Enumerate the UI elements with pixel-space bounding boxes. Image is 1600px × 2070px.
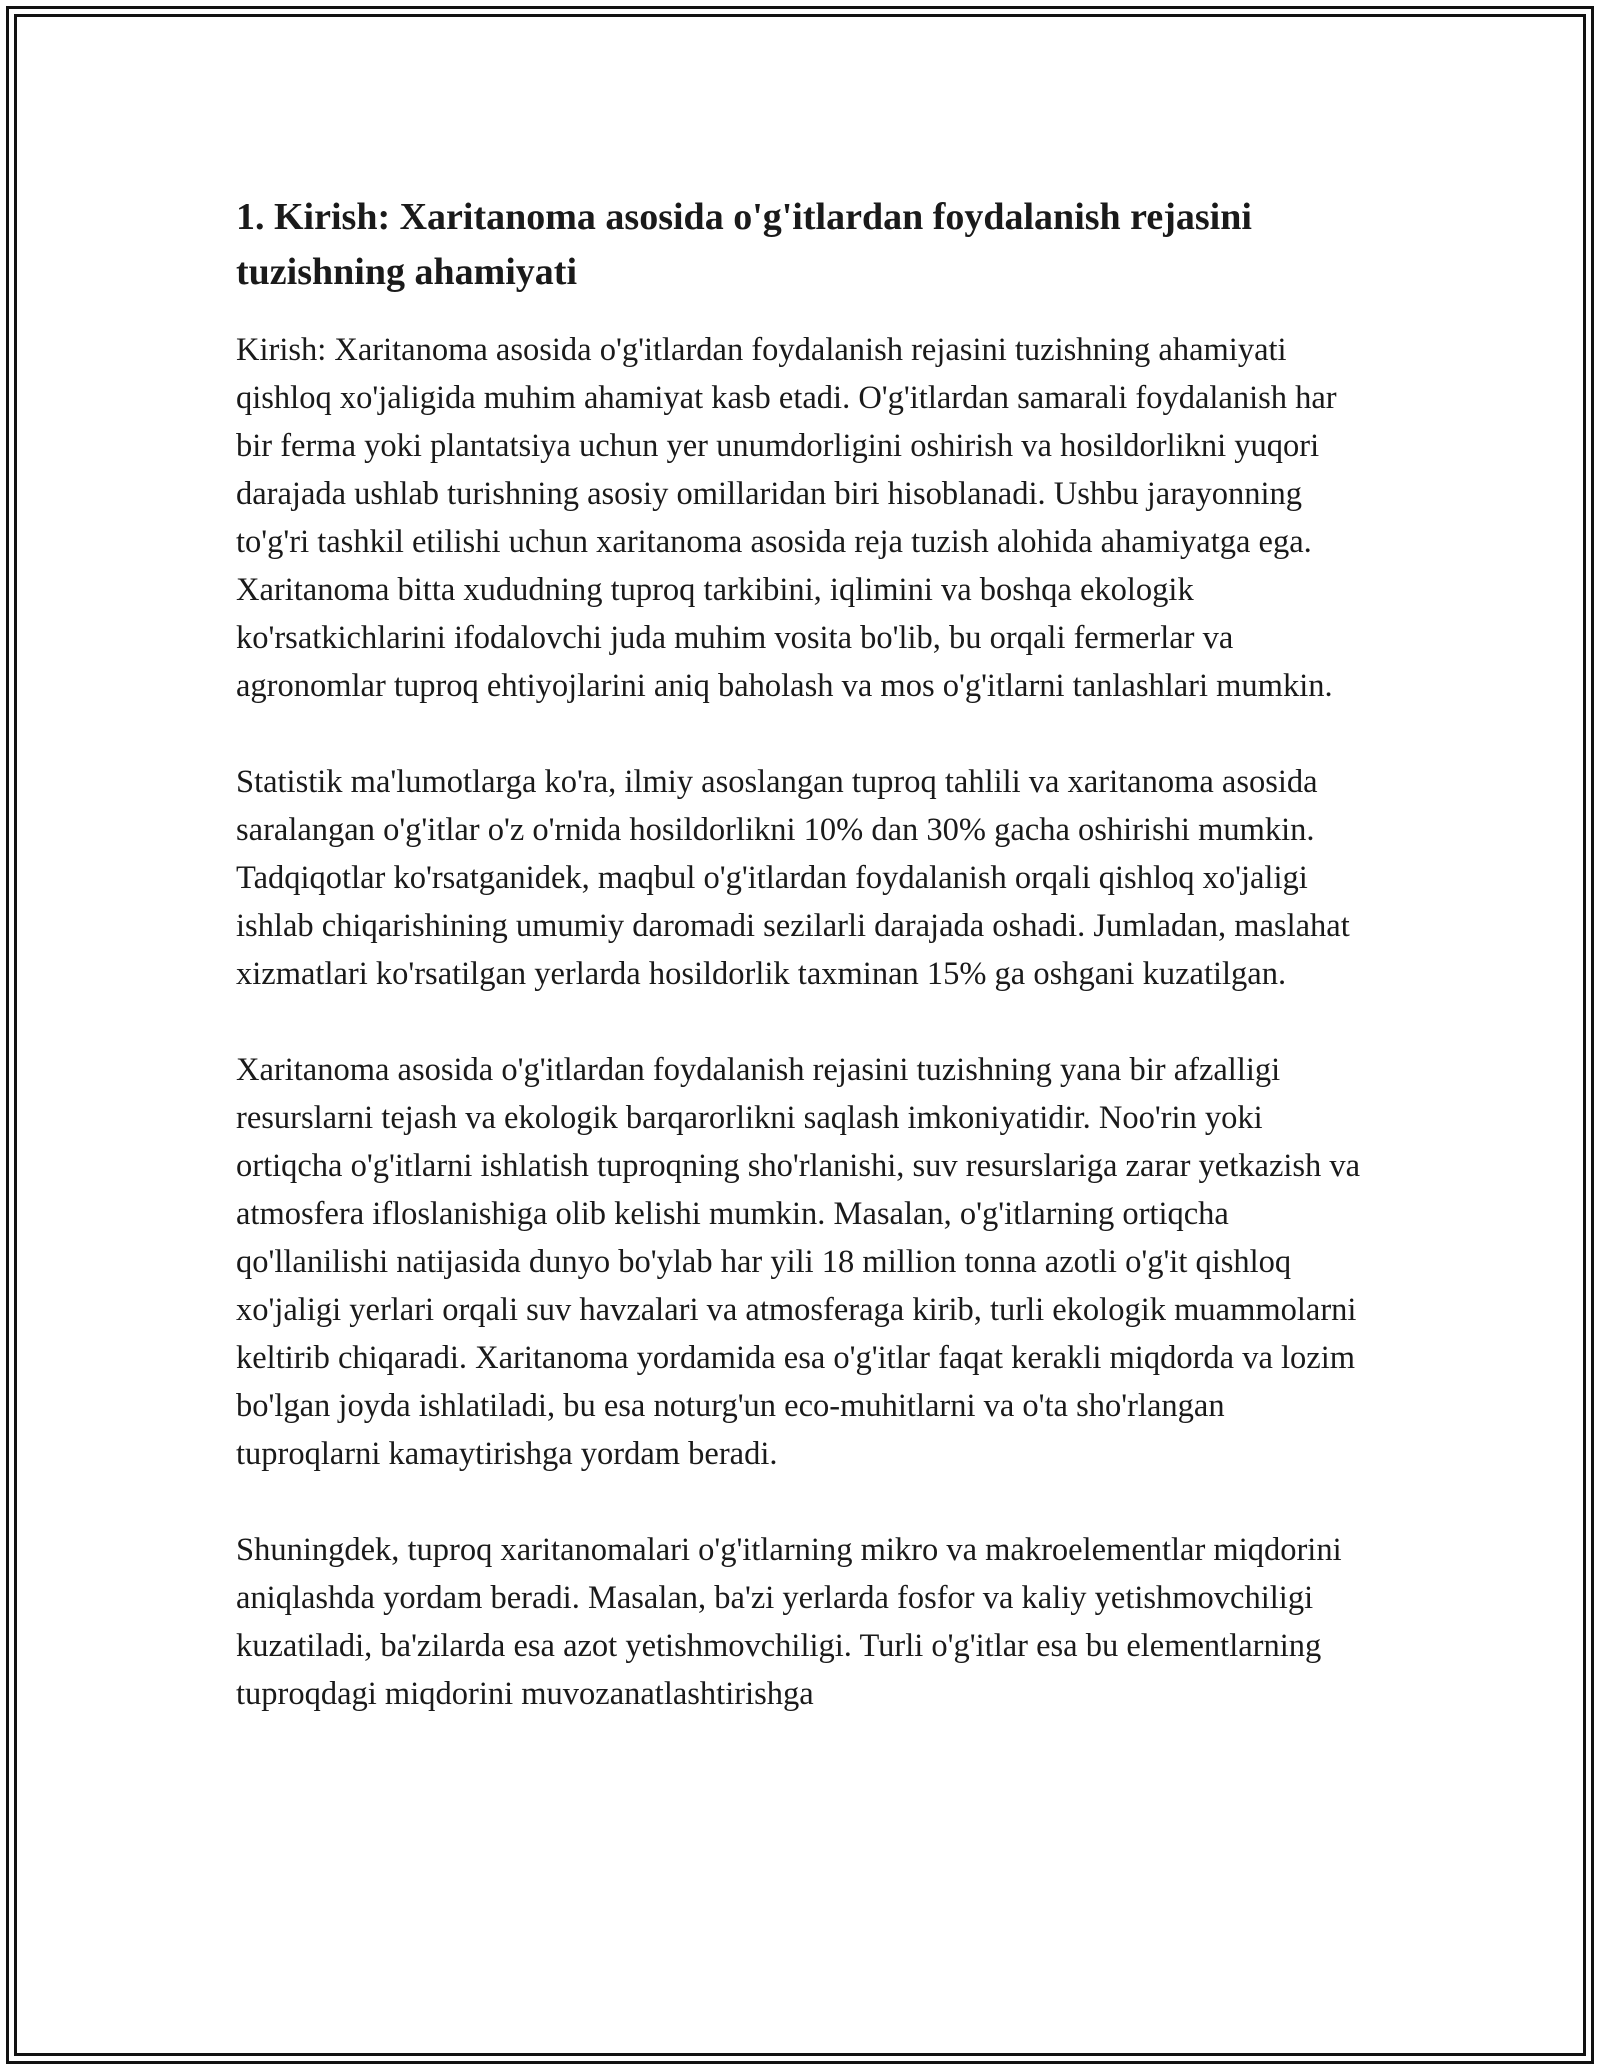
paragraph-introduction: Kirish: Xaritanoma asosida o'g'itlardan foydalanish rejasini tuzishning ahamiyati qishloq xo'jaligida muhim ahamiyat kasb etadi. O'g'itlardan samarali foydalanish har bir ferma yoki plantatsiya uchun yer unumdorligini oshirish va hosildorlikni yuqori darajada ushlab turishning asosiy omillaridan biri hisoblanadi. Ushbu jarayonning to'g'ri tashkil etilishi uchun xaritanoma asosida reja tuzish alohida ahamiyatga ega. Xaritanoma bitta xududning tuproq tarkibini, iqlimini va boshqa ekologik ko'rsatkichlarini ifodalovchi juda muhim vosita bo'lib, bu orqali fermerlar va agronomlar tuproq ehtiyojlarini aniq baholash va mos o'g'itlarni tanlashlari mumkin. [236,332,1337,704]
paragraph-elements: Shuningdek, tuproq xaritanomalari o'g'itlarning mikro va makroelementlar miqdorini aniqlashda yordam beradi. Masalan, ba'zi yerlarda fosfor va kaliy yetishmovchiligi kuzatiladi, ba'zilarda esa azot yetishmovchiligi. Turli o'g'itlar esa bu elementlarning tuproqdagi miqdorini muvozanatlashtirishga [236,1532,1342,1712]
section-heading: 1. Kirish: Xaritanoma asosida o'g'itlardan foydalanish rejasini tuzishning ahamiyati [236,196,1252,293]
paragraph-ecology: Xaritanoma asosida o'g'itlardan foydalanish rejasini tuzishning yana bir afzalligi resurslarni tejash va ekologik barqarorlikni saqlash imkoniyatidir. Noo'rin yoki ortiqcha o'g'itlarni ishlatish tuproqning sho'rlanishi, suv resurslariga zarar yetkazish va atmosfera ifloslanishiga olib kelishi mumkin. Masalan, o'g'itlarning ortiqcha qo'llanilishi natijasida dunyo bo'ylab har yili 18 million tonna azotli o'g'it qishloq xo'jaligi yerlari orqali suv havzalari va atmosferaga kirib, turli ekologik muammolarni keltirib chiqaradi. Xaritanoma yordamida esa o'g'itlar faqat kerakli miqdorda va lozim bo'lgan joyda ishlatiladi, bu esa noturg'un eco-muhitlarni va o'ta sho'rlangan tuproqlarni kamaytirishga yordam beradi. [236,1052,1361,1472]
paragraph-statistics: Statistik ma'lumotlarga ko'ra, ilmiy asoslangan tuproq tahlili va xaritanoma asosida saralangan o'g'itlar o'z o'rnida hosildorlikni 10% dan 30% gacha oshirishi mumkin. Tadqiqotlar ko'rsatganidek, maqbul o'g'itlardan foydalanish orqali qishloq xo'jaligi ishlab chiqarishining umumiy daromadi sezilarli darajada oshadi. Jumladan, maslahat xizmatlari ko'rsatilgan yerlarda hosildorlik taxminan 15% ga oshgani kuzatilgan. [236,764,1350,992]
document-page [236,190,1366,1766]
